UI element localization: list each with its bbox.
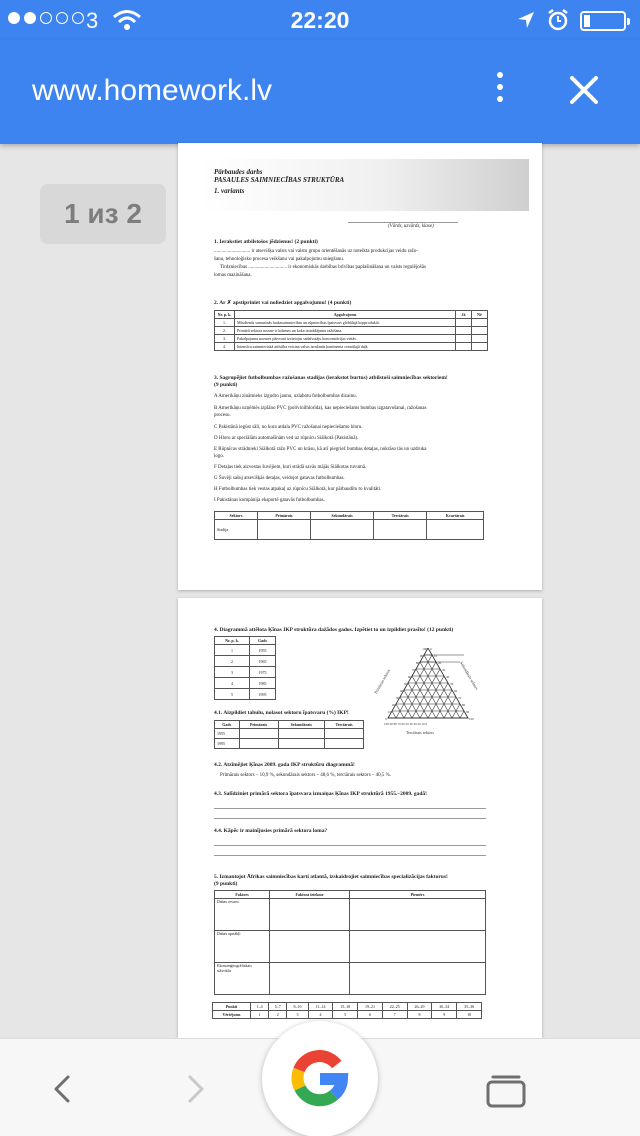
- answer-cell[interactable]: [324, 739, 363, 749]
- tabs-icon: [484, 1073, 528, 1109]
- document-page-2[interactable]: [178, 598, 542, 1038]
- year-cell: 1975: [250, 667, 276, 678]
- table-row: [215, 899, 486, 931]
- q43-title: 4.3. Salīdziniet primārā sektora īpatsvara izmaiņas Ķīnas IKP struktūrā 1955.–2009. gadā!: [214, 791, 427, 797]
- row-number: 2.: [215, 327, 235, 335]
- table-row: [215, 319, 488, 327]
- answer-cell[interactable]: [239, 729, 278, 739]
- tick: 10: [387, 710, 391, 714]
- row-number: 1.: [215, 319, 235, 327]
- year-cell: 1995: [215, 739, 240, 749]
- answer-cell[interactable]: [278, 739, 324, 749]
- tick: 30: [442, 668, 446, 672]
- grade: 1: [250, 1011, 268, 1019]
- tick: 0: [385, 717, 387, 721]
- q44-title: 4.4. Kāpēc ir mainījusies primārā sektora loma?: [214, 828, 328, 834]
- table-row: [215, 667, 276, 678]
- row-number: 3: [215, 667, 250, 678]
- left-ticks: [385, 648, 427, 721]
- bottom-toolbar: [0, 1038, 640, 1136]
- statement: Primārā sektora nozare ir kokmes un koka izstrādājumu ražošana.: [235, 327, 456, 335]
- factor-label: Dabas apstākļi: [215, 931, 270, 963]
- grade: 6: [358, 1011, 383, 1019]
- tick: 20: [438, 661, 442, 665]
- score-range: 26–29: [407, 1003, 432, 1011]
- right-ticks: [430, 648, 474, 721]
- q1-title: 1. Ierakstiet atbilstošos jēdzienus! (2 punkti): [214, 239, 318, 245]
- q3-item: logo.: [214, 454, 225, 459]
- test-topic: PASAULES SAIMNIECĪBAS STRUKTŪRA: [214, 176, 345, 184]
- q3-item: procesu.: [214, 413, 231, 418]
- q3-item: D Hloru ar speciālām automašīnām ved uz rūpnīcu Siālkotā (Pakistānā).: [214, 436, 359, 441]
- answer-cell[interactable]: [270, 931, 350, 963]
- table-header: Sekundārais: [310, 512, 373, 520]
- statement: Mūsdienās samazinās laukasaimniecības un rūpniecības īpatsvars globālajā kopproduktā.: [235, 319, 456, 327]
- grade: 4: [308, 1011, 333, 1019]
- q3-item: C Pakistānā iegūst sāli, no kura atdala PVC ražošanai nepieciešamo hloru.: [214, 425, 363, 430]
- table-header: Sekundārais: [278, 721, 324, 729]
- ternary-diagram: [368, 648, 488, 738]
- table-header: Nr. p. k.: [215, 311, 235, 319]
- tick: 20: [391, 703, 395, 707]
- tick: 90: [419, 654, 423, 658]
- q3-item: B Amerikāņu uzņēmēs izplāno PVC (polivinilhlorīda), kas nepieciešams bumbas izgatavošanai, ražošanas: [214, 406, 427, 411]
- grade: 9: [432, 1011, 457, 1019]
- left-axis-label: Primārais sektors: [373, 668, 392, 695]
- answer-cell[interactable]: [239, 739, 278, 749]
- table-row: [213, 1003, 482, 1011]
- year-cell: 1955: [250, 645, 276, 656]
- table-header: Terciārais: [374, 512, 427, 520]
- year-cell: 1955: [215, 729, 240, 739]
- q1-line: ............................. ir atsevišķa valsts vai valstu grupu orientēšanās uz noteikta produkcijas veidu ražo-: [214, 249, 418, 254]
- alarm-clock-icon: [546, 8, 570, 37]
- grade: 8: [407, 1011, 432, 1019]
- statement: Intensīva saimnieciskā attīstība veicina valsts izrašanās kontinenta centrālajā daļā.: [235, 343, 456, 351]
- q2-table: [214, 310, 488, 351]
- tick: 50: [403, 682, 407, 686]
- q41-title: 4.1. Aizpildiet tabulu, nolasot sektoru īpatsvaru (%) IKP!: [214, 710, 349, 716]
- table-header: Sektors: [215, 512, 258, 520]
- score-range: 8–10: [287, 1003, 308, 1011]
- answer-cell[interactable]: [270, 963, 350, 995]
- tick: 70: [458, 696, 462, 700]
- table-header: Faktors: [215, 891, 270, 899]
- tick: 70: [411, 668, 415, 672]
- row-number: 4: [215, 678, 250, 689]
- test-header: [202, 159, 529, 211]
- table-header: Apgalvojums: [235, 311, 456, 319]
- table-row: [215, 963, 486, 995]
- app-bar: [0, 40, 640, 144]
- close-icon[interactable]: [560, 66, 608, 114]
- table-row: [215, 739, 364, 749]
- q41-table: [214, 720, 364, 749]
- score-range: 5–7: [269, 1003, 287, 1011]
- test-variant: 1. variants: [214, 187, 245, 195]
- q3-item: F Detaļas tiek aizvestas šuvējiem, kuri strādā savās mājās Siālkotas tuvumā.: [214, 465, 367, 470]
- answer-cell[interactable]: [374, 520, 427, 540]
- score-range: 11–14: [308, 1003, 333, 1011]
- tick: 30: [395, 696, 399, 700]
- q1-line: Tirdzniecības ............................... ir ekonomiskās darbības brīvības paplašināšana un valsts regulējošās: [220, 265, 426, 270]
- row-number: 5: [215, 689, 250, 700]
- q42-text: Primārais sektors – 10,9 %, sekundārais sektors – 48,6 %, terciārais sektors – 40,5 %.: [220, 773, 392, 778]
- table-row: [215, 729, 364, 739]
- tick: 100: [469, 717, 474, 721]
- answer-cell[interactable]: [350, 963, 486, 995]
- grading-table: [212, 1002, 482, 1019]
- answer-cell[interactable]: [324, 729, 363, 739]
- yes-cell[interactable]: [456, 319, 472, 327]
- year-cell: 1985: [250, 678, 276, 689]
- table-header: Faktora ietekme: [270, 891, 350, 899]
- q1-line: lomas mazināšana.: [214, 273, 252, 278]
- back-button[interactable]: [48, 1069, 78, 1109]
- table-row: [215, 335, 488, 343]
- row-label: Stadija: [215, 520, 258, 540]
- bottom-axis-label: Terciārais sektors: [406, 730, 435, 735]
- factor-label: Dabas resursi: [215, 899, 270, 931]
- table-row: [213, 1011, 482, 1019]
- year-cell: 1995: [250, 689, 276, 700]
- q4-title: 4. Diagrammā attēlota Ķīnas IKP struktūra dažādos gados. Izpētiet to un izpildiet prasīto! (12 punkti): [214, 627, 454, 633]
- carrier-label: 3: [86, 8, 99, 33]
- q42-title: 4.2. Atzīmējiet Ķīnas 2009. gada IKP struktūru diagrammā!: [214, 762, 355, 768]
- table-header: Nē: [472, 311, 488, 319]
- tick: 50: [450, 682, 454, 686]
- tick: 80: [462, 703, 466, 707]
- page-indicator: 1 из 2: [40, 184, 166, 244]
- name-caption: (Vārds, uzvārds, klase): [388, 224, 434, 229]
- row-number: 3.: [215, 335, 235, 343]
- tick: 100: [422, 648, 427, 651]
- no-cell[interactable]: [472, 327, 488, 335]
- table-header: Nr. p. k.: [215, 637, 250, 645]
- no-cell[interactable]: [472, 319, 488, 327]
- grade: 10: [457, 1011, 482, 1019]
- google-search-button[interactable]: [262, 1021, 378, 1136]
- yes-cell[interactable]: [456, 327, 472, 335]
- score-row-label: Punkti: [213, 1003, 251, 1011]
- table-header: Terciārais: [324, 721, 363, 729]
- url-title: www.homework.lv: [32, 74, 273, 107]
- answer-cell[interactable]: [278, 729, 324, 739]
- table-header: Primārais: [257, 512, 310, 520]
- score-range: 15–18: [333, 1003, 358, 1011]
- q3-item: I Pakistānas kompānija eksportē gatavās futbolbumbas.: [214, 498, 325, 503]
- yes-cell[interactable]: [456, 335, 472, 343]
- table-row: [215, 343, 488, 351]
- q3-points: (9 punkti): [214, 382, 238, 388]
- table-header: Piemērs: [350, 891, 486, 899]
- google-g-icon: [262, 1021, 378, 1136]
- grade-row-label: Vērtējums: [213, 1011, 251, 1019]
- answer-cell[interactable]: [350, 899, 486, 931]
- q5-points: (9 punkti): [214, 881, 238, 887]
- tick: 40: [399, 689, 403, 693]
- table-row: [215, 656, 276, 667]
- table-row: [215, 931, 486, 963]
- tick: 10: [434, 654, 438, 658]
- q5-title: 5. Izmantojot Āfrikas saimniecības karti atlantā, izskaidrojiet saimniecības specializācijas faktorus!: [214, 874, 448, 880]
- q3-item: H Futbolbumbas tiek vestas atpakaļ uz rūpnīcu Siālkotā, kur pārbaudītu to kvalitāti.: [214, 487, 382, 492]
- q2-title: 2. Ar ✗ apstipriniet vai noliedziet apgalvojumu! (4 punkti): [214, 300, 352, 306]
- tick: 60: [454, 689, 458, 693]
- score-range: 1–4: [250, 1003, 268, 1011]
- no-cell[interactable]: [472, 343, 488, 351]
- score-range: 19–21: [358, 1003, 383, 1011]
- table-header: Primārais: [239, 721, 278, 729]
- answer-cell[interactable]: [310, 520, 373, 540]
- row-number: 4.: [215, 343, 235, 351]
- location-arrow-icon: [516, 10, 536, 35]
- grade: 3: [287, 1011, 308, 1019]
- clock: 22:20: [290, 7, 350, 33]
- factor-label: Ekonomģeogrāfiskais stāvoklis: [215, 963, 270, 995]
- tick: 90: [466, 710, 470, 714]
- table-row: [215, 678, 276, 689]
- grade: 2: [269, 1011, 287, 1019]
- row-number: 2: [215, 656, 250, 667]
- table-header: Gads: [215, 721, 240, 729]
- bottom-ticks: 100 90 80 70 60 50 40 30 20 10 0: [384, 722, 428, 726]
- years-table: [214, 636, 276, 700]
- score-range: 22–25: [382, 1003, 407, 1011]
- document-page-1[interactable]: [178, 143, 542, 590]
- more-menu-icon[interactable]: [492, 70, 508, 110]
- q3-item: A Amerikāņu zinātnieks izgudro jaunu, uzlabotu futbolbumbas dizainu.: [214, 394, 357, 399]
- q5-table: [214, 890, 486, 995]
- tabs-button[interactable]: [484, 1073, 528, 1109]
- answer-cell[interactable]: [350, 931, 486, 963]
- answer-cell[interactable]: [427, 520, 484, 540]
- table-row: [215, 520, 484, 540]
- row-number: 1: [215, 645, 250, 656]
- statement: Pakalpojumu nozares pārsvarā izvietojas sadzīvotāju koncentrācijas vietās.: [235, 335, 456, 343]
- score-range: 35–36: [457, 1003, 482, 1011]
- table-row: [215, 689, 276, 700]
- q3-sector-table: [214, 511, 484, 540]
- q1-line: šanu, tehnoloģisko procesa veikšanu vai pakalpojumu sniegšanu.: [214, 257, 344, 262]
- test-type: Pārbaudes darbs: [214, 168, 263, 176]
- right-axis-label: Sekundārais sektors: [459, 660, 480, 691]
- tick: 80: [415, 661, 419, 665]
- battery-icon: [580, 11, 626, 31]
- yes-cell[interactable]: [456, 343, 472, 351]
- score-range: 30–34: [432, 1003, 457, 1011]
- table-header: Kvartārais: [427, 512, 484, 520]
- q3-item: G Šuvēji sašuj atsevišķās detaļas, veidojot gatavas futbolbumbas.: [214, 476, 345, 481]
- tick: 40: [446, 675, 450, 679]
- tick: 60: [407, 675, 411, 679]
- tick: 0: [430, 648, 432, 651]
- table-header: Jā: [456, 311, 472, 319]
- answer-cell[interactable]: [257, 520, 310, 540]
- table-row: [215, 327, 488, 335]
- table-row: [215, 645, 276, 656]
- status-bar: [0, 0, 640, 40]
- q3-item: E Rūpnīcas strādnieki Siālkotā ražo PVC un krāsu, kā arī piegriež bumbas detaļas, nokrāso tās un uzdruka: [214, 447, 427, 452]
- answer-cell[interactable]: [270, 899, 350, 931]
- forward-button[interactable]: [180, 1069, 210, 1109]
- year-cell: 1965: [250, 656, 276, 667]
- table-header: Gads: [250, 637, 276, 645]
- no-cell[interactable]: [472, 335, 488, 343]
- grade: 7: [382, 1011, 407, 1019]
- q3-title: 3. Sagrupējiet futbolbumbas ražošanas stadijas (ierakstot burtus) atbilstoši saimniecības sektoriem!: [214, 375, 448, 381]
- grade: 5: [333, 1011, 358, 1019]
